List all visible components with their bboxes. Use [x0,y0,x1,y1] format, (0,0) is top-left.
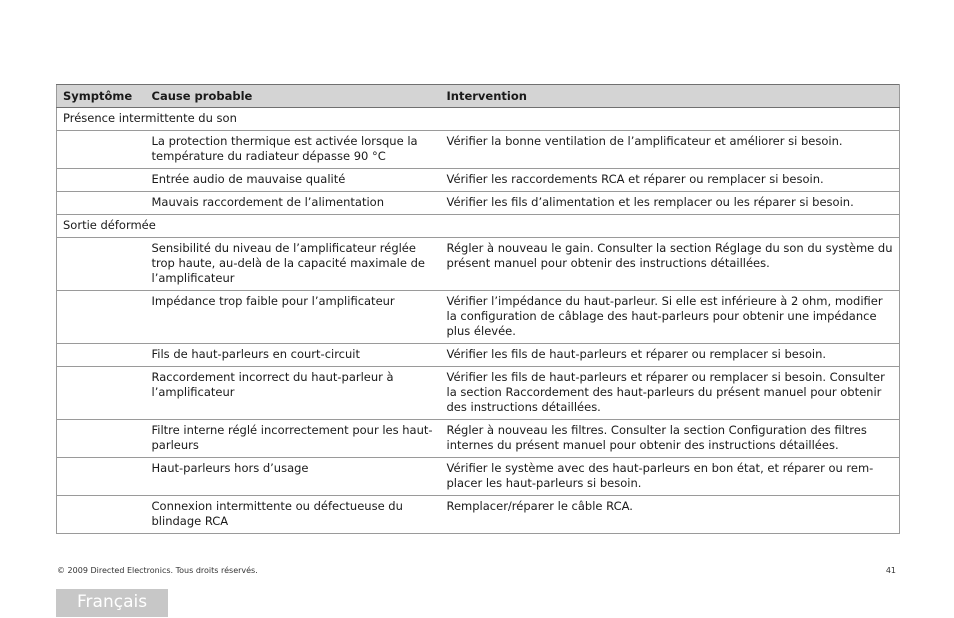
table-row [57,367,900,420]
empty-symptom-cell [57,291,146,344]
section-symptom: Sortie déformée [57,215,900,238]
table-row [57,496,900,534]
empty-symptom-cell [57,169,146,192]
cause-cell: Entrée audio de mauvaise qualité [146,169,441,192]
language-tab: Français [56,589,168,617]
copyright-notice: © 2009 Directed Electronics. Tous droits réservés. [57,566,258,575]
section-row-distorted-output [57,215,900,238]
cause-cell: Raccordement incorrect du haut-parleur à l’amplificateur [146,367,441,420]
action-cell: Régler à nouveau les filtres. Consulter la section Configuration des filtres internes du présent manuel pour obtenir des instructions détaillées. [441,420,900,458]
section-row-intermittent-sound [57,108,900,131]
action-cell: Régler à nouveau le gain. Consulter la section Réglage du son du système du présent manuel pour obtenir des instructions détaillées. [441,238,900,291]
header-cause: Cause probable [146,85,441,108]
table-header-row [57,85,900,108]
empty-symptom-cell [57,131,146,169]
action-cell: Vérifier le système avec des haut-parleurs en bon état, et réparer ou rem- placer les haut-parleurs si besoin. [441,458,900,496]
troubleshooting-table [56,84,900,534]
table-row [57,238,900,291]
section-symptom: Présence intermittente du son [57,108,900,131]
cause-cell: Mauvais raccordement de l’alimentation [146,192,441,215]
page-number: 41 [885,566,896,575]
action-cell: Vérifier l’impédance du haut-parleur. Si elle est inférieure à 2 ohm, modifier la configuration de câblage des haut-parleurs pour obtenir une impédance plus élevée. [441,291,900,344]
action-cell: Remplacer/réparer le câble RCA. [441,496,900,534]
header-intervention: Intervention [441,85,900,108]
table-row [57,458,900,496]
empty-symptom-cell [57,458,146,496]
header-symptom: Symptôme [57,85,146,108]
action-cell: Vérifier les fils d’alimentation et les remplacer ou les réparer si besoin. [441,192,900,215]
empty-symptom-cell [57,344,146,367]
table-row [57,291,900,344]
action-cell: Vérifier la bonne ventilation de l’amplificateur et améliorer si besoin. [441,131,900,169]
table-row [57,420,900,458]
cause-cell: Impédance trop faible pour l’amplificateur [146,291,441,344]
table-row [57,344,900,367]
action-cell: Vérifier les fils de haut-parleurs et réparer ou remplacer si besoin. Consulter la section Raccordement des haut-parleurs du présent manuel pour obtenir des instructions détaillées. [441,367,900,420]
empty-symptom-cell [57,192,146,215]
cause-cell: Sensibilité du niveau de l’amplificateur réglée trop haute, au-delà de la capacité maximale de l’amplificateur [146,238,441,291]
empty-symptom-cell [57,238,146,291]
cause-cell: Fils de haut-parleurs en court-circuit [146,344,441,367]
empty-symptom-cell [57,367,146,420]
cause-cell: Haut-parleurs hors d’usage [146,458,441,496]
empty-symptom-cell [57,420,146,458]
table-row [57,192,900,215]
action-cell: Vérifier les raccordements RCA et réparer ou remplacer si besoin. [441,169,900,192]
cause-cell: La protection thermique est activée lorsque la température du radiateur dépasse 90 °C [146,131,441,169]
cause-cell: Connexion intermittente ou défectueuse du blindage RCA [146,496,441,534]
action-cell: Vérifier les fils de haut-parleurs et réparer ou remplacer si besoin. [441,344,900,367]
table-row [57,131,900,169]
cause-cell: Filtre interne réglé incorrectement pour les haut-parleurs [146,420,441,458]
table-row [57,169,900,192]
empty-symptom-cell [57,496,146,534]
